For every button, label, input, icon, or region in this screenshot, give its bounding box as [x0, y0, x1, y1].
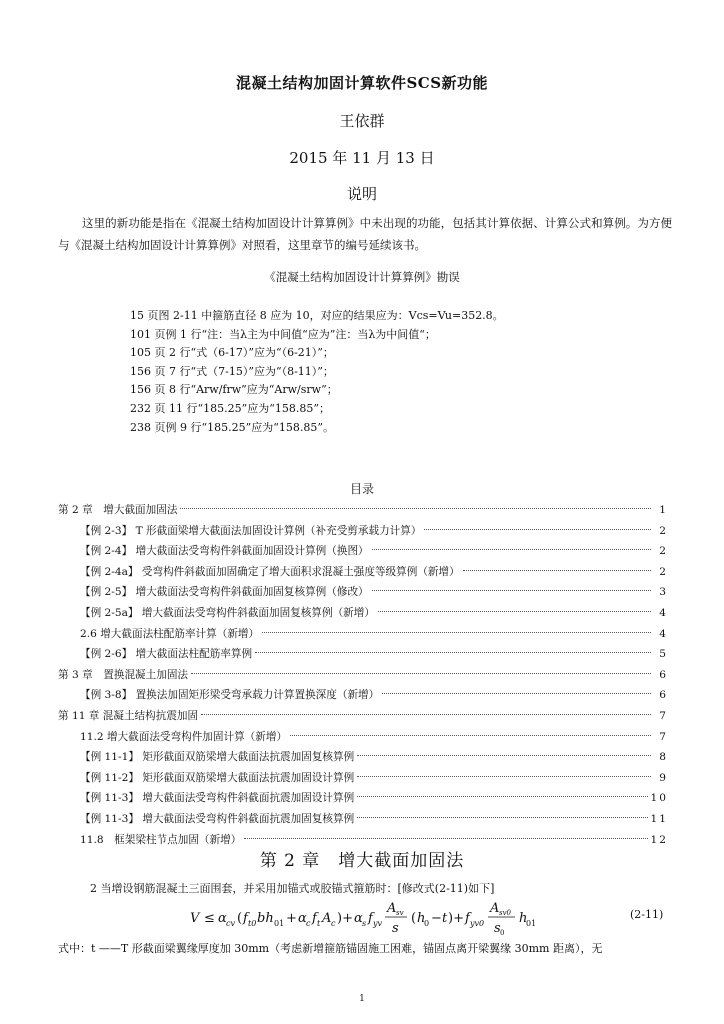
toc-dot-leader — [262, 632, 651, 633]
toc-entry-label: 11.8 框架梁柱节点加固（新增） — [80, 833, 242, 846]
toc-entry-label: 【例 3-8】 置换法加固矩形梁受弯承载力计算置换深度（新增） — [80, 689, 380, 702]
svg-text:s: s — [362, 919, 367, 928]
toc-entry-page: 3 — [659, 586, 668, 599]
toc-entry-page: 6 — [659, 668, 668, 681]
errata-list — [130, 307, 630, 437]
toc-entry-page: 7 — [659, 709, 668, 722]
toc-dot-leader — [372, 549, 651, 550]
svg-text:01: 01 — [526, 919, 537, 928]
toc-title: 目录 — [349, 482, 374, 496]
toc-entry[interactable] — [58, 685, 668, 706]
toc-dot-leader — [357, 776, 651, 777]
author-name: 王依群 — [339, 112, 385, 130]
svg-text:0: 0 — [424, 919, 430, 928]
svg-text:cv: cv — [226, 919, 235, 928]
toc-entry[interactable] — [58, 665, 668, 686]
svg-text:s: s — [392, 921, 399, 936]
errata-item: 238 页例 9 行“185.25”应为“158.85”。 — [130, 420, 334, 434]
svg-text:A: A — [322, 911, 332, 926]
toc-entry-page: 6 — [659, 689, 668, 702]
toc-entry-label: 第 2 章 增大截面加固法 — [58, 504, 178, 516]
toc-entry-label: 【例 2-5a】 增大截面法受弯构件斜截面加固复核算例（新增） — [80, 606, 375, 619]
toc-entry-label: 【例 11-2】 矩形截面双筋梁增大截面法抗震加固设计算例 — [80, 771, 355, 784]
svg-text:)+: )+ — [448, 911, 464, 926]
toc-dot-leader — [244, 838, 647, 839]
svg-text:f: f — [368, 911, 373, 926]
svg-text:A: A — [387, 901, 397, 916]
toc-dot-leader — [382, 693, 651, 694]
document-title: 混凝土结构加固计算软件SCS新功能 — [235, 74, 489, 92]
toc-dot-leader — [357, 817, 647, 818]
svg-text:f: f — [243, 911, 248, 926]
toc-entry[interactable] — [58, 500, 668, 521]
svg-text:−: − — [431, 911, 442, 926]
section-heading: 说明 — [346, 185, 377, 203]
chapter-title: 第 2 章 增大截面加固法 — [259, 851, 465, 871]
svg-text:sv0: sv0 — [499, 909, 512, 917]
formula-2-11 — [190, 898, 610, 938]
toc-entry[interactable] — [58, 624, 668, 645]
svg-text:c: c — [306, 919, 311, 928]
toc-entry-label: 2.6 增大截面法柱配筋率计算（新增） — [80, 627, 260, 640]
toc-entry-label: 【例 11-3】 增大截面法受弯构件斜截面抗震加固复核算例 — [80, 812, 355, 825]
svg-text:bh: bh — [257, 911, 274, 926]
errata-item: 105 页 2 行“式（6-17）”应为“（6-21）”； — [130, 346, 334, 360]
toc-dot-leader — [255, 652, 651, 653]
svg-text:A: A — [490, 901, 500, 916]
toc-entry-label: 11.2 增大截面法受弯构件加固计算（新增） — [80, 730, 288, 743]
toc-entry-page: 10 — [650, 792, 668, 805]
toc-entry-page: 2 — [659, 545, 668, 558]
errata-item: 15 页图 2-11 中箍筋直径 8 应为 10，对应的结果应为：Vcs=Vu=352.8。 — [130, 309, 504, 322]
toc-dot-leader — [290, 735, 651, 736]
toc-entry[interactable] — [58, 644, 668, 665]
svg-text:0: 0 — [500, 929, 505, 937]
toc-entry-label: 【例 2-5】 增大截面法受弯构件斜截面加固复核算例（修改） — [80, 586, 369, 599]
svg-text:t0: t0 — [248, 919, 257, 928]
toc-entry-page: 11 — [650, 812, 668, 825]
svg-text:α: α — [354, 911, 363, 926]
toc-dot-leader — [180, 508, 651, 509]
svg-text:V: V — [190, 911, 200, 926]
svg-text:yv: yv — [373, 919, 383, 928]
toc-dot-leader — [357, 755, 651, 756]
errata-item: 156 页 8 行“Arw/frw”应为“Arw/srw”； — [130, 383, 338, 397]
toc-entry-label: 【例 11-3】 增大截面法受弯构件斜截面抗震加固设计算例 — [80, 792, 355, 805]
toc-entry-page: 12 — [650, 833, 668, 846]
toc-entry[interactable] — [58, 603, 668, 624]
toc-dot-leader — [191, 673, 651, 674]
svg-text:t: t — [442, 911, 448, 926]
toc-entry-page: 4 — [659, 627, 668, 640]
toc-entry[interactable] — [58, 768, 668, 789]
toc-dot-leader — [424, 529, 651, 530]
toc-entry-label: 第 3 章 置换混凝土加固法 — [58, 668, 189, 681]
svg-text:s: s — [494, 921, 501, 936]
svg-text:+: + — [286, 911, 297, 926]
svg-text:01: 01 — [274, 919, 285, 928]
svg-text:yv0: yv0 — [470, 919, 485, 928]
table-of-contents — [58, 500, 668, 850]
svg-text:)+: )+ — [337, 911, 353, 926]
toc-entry-page: 1 — [659, 504, 668, 516]
svg-text:α: α — [298, 911, 307, 926]
equation-number: (2-11) — [630, 908, 664, 921]
svg-text:≤: ≤ — [204, 911, 215, 926]
formula-where-line: 式中：t ——T 形截面梁翼缘厚度加 30mm（考虑新增箍筋锚固施工困难，锚固点离开梁翼缘 30mm 距离），无 — [58, 942, 603, 955]
svg-text:(: ( — [411, 911, 417, 926]
intro-paragraph: 这里的新功能是指在《混凝土结构加固设计计算算例》中未出现的功能，包括其计算依据、计算公式和算例。为方便与《混凝土结构加固设计计算算例》对照看，这里章节的编号延续该书。 — [58, 216, 672, 252]
toc-dot-leader — [357, 796, 647, 797]
svg-text:(: ( — [237, 911, 243, 926]
toc-entry-label: 【例 11-1】 矩形截面双筋梁增大截面法抗震加固复核算例 — [80, 751, 355, 764]
toc-dot-leader — [463, 570, 651, 571]
toc-entry[interactable] — [58, 562, 668, 583]
toc-entry[interactable] — [58, 582, 668, 603]
toc-entry-page: 8 — [659, 751, 668, 764]
toc-entry-page: 2 — [659, 524, 668, 537]
toc-entry-page: 9 — [659, 771, 668, 784]
page-number: 1 — [359, 994, 365, 1004]
toc-entry-label: 第 11 章 混凝土结构抗震加固 — [58, 709, 199, 722]
toc-entry-label: 【例 2-6】 增大截面法柱配筋率算例 — [80, 648, 253, 661]
toc-entry[interactable] — [58, 727, 668, 748]
errata-item: 232 页 11 行“185.25”应为“158.85”； — [130, 401, 330, 415]
toc-entry-page: 4 — [659, 606, 668, 619]
svg-text:h: h — [417, 911, 426, 926]
toc-entry[interactable] — [58, 541, 668, 562]
svg-text:α: α — [218, 911, 227, 926]
toc-entry-page: 7 — [659, 730, 668, 743]
toc-dot-leader — [201, 714, 651, 715]
formula-graphic — [190, 898, 610, 938]
toc-entry-page: 5 — [659, 648, 668, 661]
toc-entry-label: 【例 2-4a】 受弯构件斜截面加固确定了增大面积求混凝土强度等级算例（新增） — [80, 565, 460, 578]
toc-dot-leader — [372, 590, 651, 591]
errata-item: 156 页 7 行“式（7-15）”应为“（8-11）”； — [130, 364, 334, 378]
svg-text:sv: sv — [396, 909, 404, 917]
toc-entry[interactable] — [58, 747, 668, 768]
errata-title: 《混凝土结构加固设计计算算例》勘误 — [264, 270, 460, 284]
body-text-line: 2 当增设钢筋混凝土三面围套，并采用加锚式或胶锚式箍筋时：[修改式(2-11)如下] — [90, 882, 495, 895]
toc-entry[interactable] — [58, 809, 668, 830]
svg-text:f: f — [312, 911, 317, 926]
toc-entry[interactable] — [58, 521, 668, 542]
toc-entry-label: 【例 2-3】 T 形截面梁增大截面法加固设计算例（补充受剪承载力计算） — [80, 524, 422, 537]
svg-text:h: h — [519, 911, 528, 926]
svg-text:f: f — [465, 911, 470, 926]
document-date: 2015 年 11 月 13 日 — [289, 149, 435, 167]
toc-entry[interactable] — [58, 788, 668, 809]
toc-entry-label: 【例 2-4】 增大截面法受弯构件斜截面加固设计算例（换图） — [80, 545, 369, 558]
toc-entry[interactable] — [58, 706, 668, 727]
toc-entry-page: 2 — [659, 565, 668, 578]
errata-item: 101 页例 1 行“注：当λ主为中间值“应为”注：当λ为中间值“； — [130, 327, 436, 341]
svg-text:c: c — [331, 919, 336, 928]
toc-dot-leader — [378, 611, 651, 612]
svg-text:t: t — [317, 919, 321, 928]
